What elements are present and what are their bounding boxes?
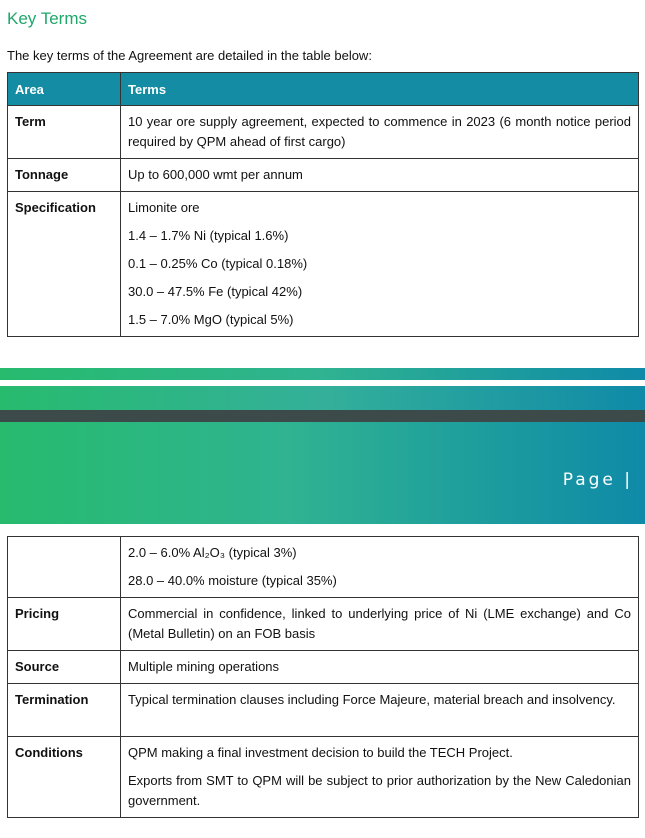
section-heading: Key Terms — [7, 9, 87, 28]
row-terms-text: Up to 600,000 wmt per annum — [121, 159, 639, 192]
spec-line: Limonite ore — [128, 200, 200, 215]
row-terms-text: Multiple mining operations — [121, 651, 639, 684]
row-terms-text: Commercial in confidence, linked to underlying price of Ni (LME exchange) and Co (Metal Bulletin) on an FOB basis — [121, 598, 639, 651]
spec-line: 2.0 – 6.0% Al₂O₃ (typical 3%) — [128, 545, 297, 560]
footer-stripe-dark — [0, 410, 645, 422]
column-header-terms: Terms — [121, 73, 639, 106]
row-area-label: Conditions — [8, 737, 121, 818]
row-area-label: Specification — [8, 192, 121, 337]
table-row-termination — [8, 684, 639, 737]
row-terms-list — [121, 537, 639, 598]
spec-line: 28.0 – 40.0% moisture (typical 35%) — [128, 573, 337, 588]
spec-line: 0.1 – 0.25% Co (typical 0.18%) — [128, 256, 308, 271]
key-terms-table-part-2 — [7, 536, 639, 818]
table-row-pricing — [8, 598, 639, 651]
table-header-row — [8, 73, 639, 106]
row-area-label: Term — [8, 106, 121, 159]
row-terms-list — [121, 192, 639, 337]
spec-line: 30.0 – 47.5% Fe (typical 42%) — [128, 284, 303, 299]
column-header-area: Area — [8, 73, 121, 106]
table-row-specification — [8, 192, 639, 337]
row-area-label: Pricing — [8, 598, 121, 651]
page-number-label: Page | — [562, 470, 633, 490]
spec-line: 1.4 – 1.7% Ni (typical 1.6%) — [128, 228, 289, 243]
row-area-label: Source — [8, 651, 121, 684]
condition-line: QPM making a final investment decision to build the TECH Project. — [128, 745, 513, 760]
row-area-label: Termination — [8, 684, 121, 737]
table-row-specification-cont — [8, 537, 639, 598]
condition-line: Exports from SMT to QPM will be subject to prior authorization by the New Caledonian government. — [128, 773, 631, 808]
row-terms-text: 10 year ore supply agreement, expected to commence in 2023 (6 month notice period required by QPM ahead of first cargo) — [121, 106, 639, 159]
table-row-source — [8, 651, 639, 684]
table-row-conditions — [8, 737, 639, 818]
footer-stripe-band — [0, 386, 645, 410]
footer-stripe-thin — [0, 368, 645, 380]
table-row-term — [8, 106, 639, 159]
row-terms-text: Typical termination clauses including Force Majeure, material breach and insolvency. — [121, 684, 639, 737]
intro-text: The key terms of the Agreement are detailed in the table below: — [7, 48, 372, 63]
row-terms-list — [121, 737, 639, 818]
row-area-label — [8, 537, 121, 598]
key-terms-table-part-1 — [7, 72, 639, 337]
spec-line: 1.5 – 7.0% MgO (typical 5%) — [128, 312, 294, 327]
row-area-label: Tonnage — [8, 159, 121, 192]
header-gradient-block — [0, 422, 645, 524]
table-row-tonnage — [8, 159, 639, 192]
